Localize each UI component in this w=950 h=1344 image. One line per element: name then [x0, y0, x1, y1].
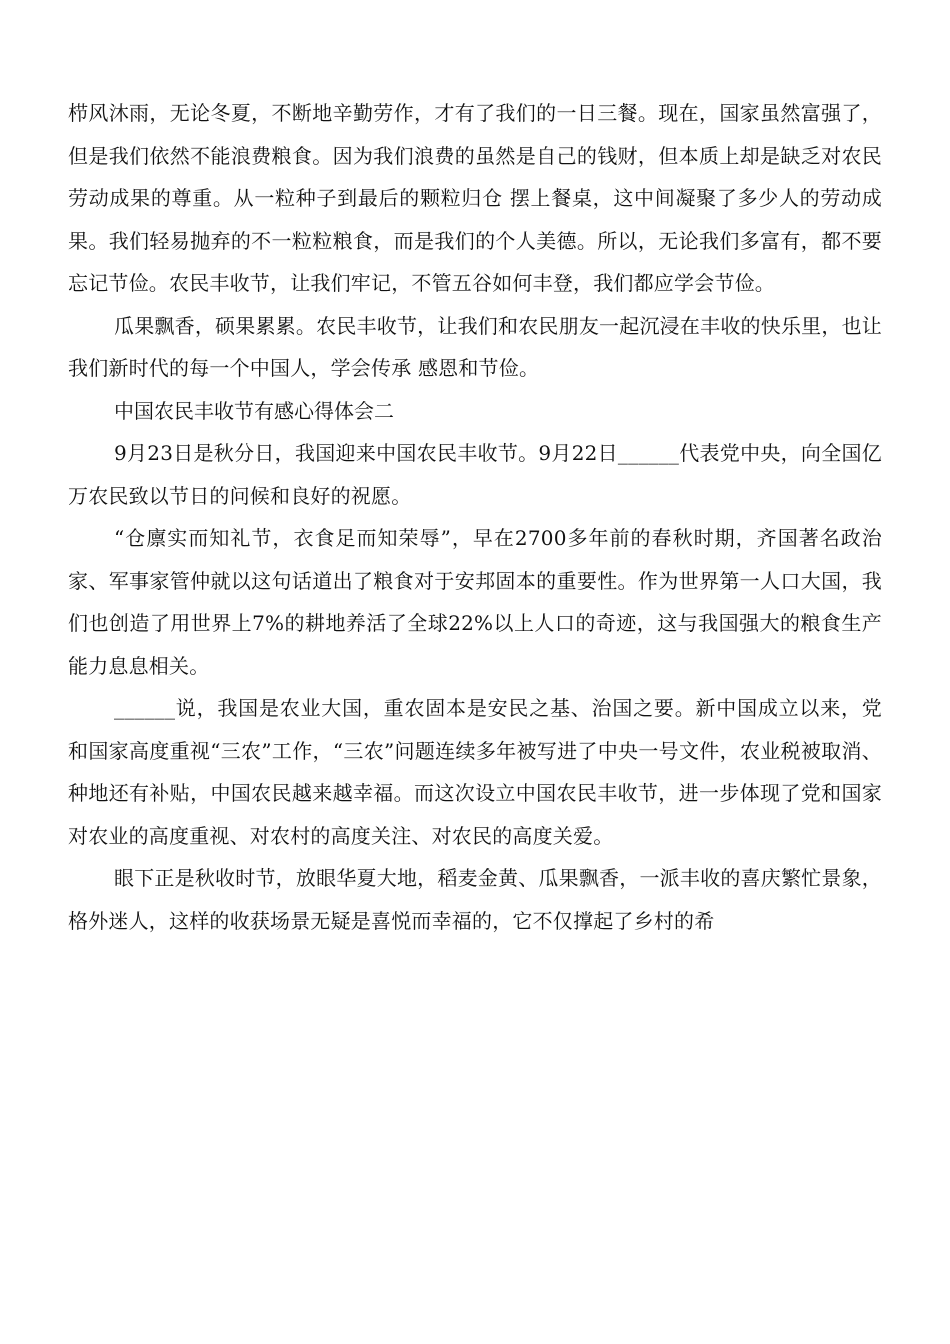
paragraph-continuation: 栉风沐雨，无论冬夏，不断地辛勤劳作，才有了我们的一日三餐。现在，国家虽然富强了，但是我们依然不能浪费粮食。因为我们浪费的虽然是自己的钱财，但本质上却是缺乏对农民劳动成果的尊重。从一粒种子到最后的颗粒归仓 摆上餐桌，这中间凝聚了多少人的劳动成果。我们轻易抛弃的不一粒粒粮食，而是我们的个人美德。所以，无论我们多富有，都不要忘记节俭。农民丰收节，让我们牢记，不管五谷如何丰登，我们都应学会节俭。	[68, 101, 882, 295]
section-heading: 中国农民丰收节有感心得体会二	[114, 398, 394, 423]
paragraph-agriculture: ______说，我国是农业大国，重农固本是安民之基、治国之要。新中国成立以来，党和国家高度重视“三农”工作，“三农”问题连续多年被写进了中央一号文件，农业税被取消、种地还有补贴，中国农民越来越幸福。而这次设立中国农民丰收节，进一步体现了党和国家对农业的高度重视、对农村的高度关注、对农民的高度关爱。	[68, 696, 882, 848]
paragraph-harvest: 瓜果飘香，硕果累累。农民丰收节，让我们和农民朋友一起沉浸在丰收的快乐里，也让我们新时代的每一个中国人，学会传承 感恩和节俭。	[68, 313, 882, 380]
document-body	[68, 92, 882, 942]
paragraph-granary-quote: “仓廪实而知礼节，衣食足而知荣辱”，早在2700多年前的春秋时期，齐国著名政治家、军事家管仲就以这句话道出了粮食对于安邦固本的重要性。作为世界第一人口大国，我们也创造了用世界上7%的耕地养活了全球22%以上人口的奇迹，这与我国强大的粮食生产能力息息相关。	[68, 526, 882, 678]
paragraph-autumn-harvest: 眼下正是秋收时节，放眼华夏大地，稻麦金黄、瓜果飘香，一派丰收的喜庆繁忙景象，格外迷人，这样的收获场景无疑是喜悦而幸福的，它不仅撑起了乡村的希	[68, 866, 882, 933]
paragraph-autumn-equinox: 9月23日是秋分日，我国迎来中国农民丰收节。9月22日______代表党中央，向全国亿万农民致以节日的问候和良好的祝愿。	[68, 441, 882, 508]
